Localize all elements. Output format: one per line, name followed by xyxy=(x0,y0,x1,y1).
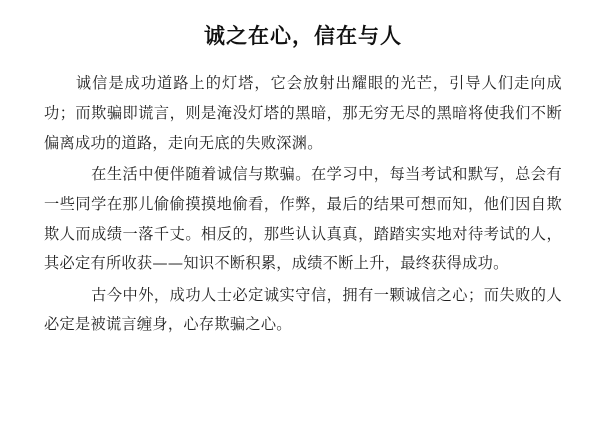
paragraph-2: 在生活中便伴随着诚信与欺骗。在学习中，每当考试和默写，总会有一些同学在那儿偷偷摸摸地偷看，作弊，最后的结果可想而知，他们因自欺欺人而成绩一落千丈。相反的，那些认认真真，踏踏实实地对待考试的人，其必定有所收获——知识不断积累，成绩不断上升，最终获得成功。 xyxy=(44,165,562,273)
paragraph-1: 诚信是成功道路上的灯塔，它会放射出耀眼的光芒，引导人们走向成功；而欺骗即谎言，则是淹没灯塔的黑暗，那无穷无尽的黑暗将使我们不断偏离成功的道路，走向无底的失败深渊。 xyxy=(44,74,562,152)
paragraph-3: 古今中外，成功人士必定诚实守信，拥有一颗诚信之心；而失败的人必定是被谎言缠身，心存欺骗之心。 xyxy=(44,285,562,334)
page-title: 诚之在心，信在与人 xyxy=(204,23,402,48)
